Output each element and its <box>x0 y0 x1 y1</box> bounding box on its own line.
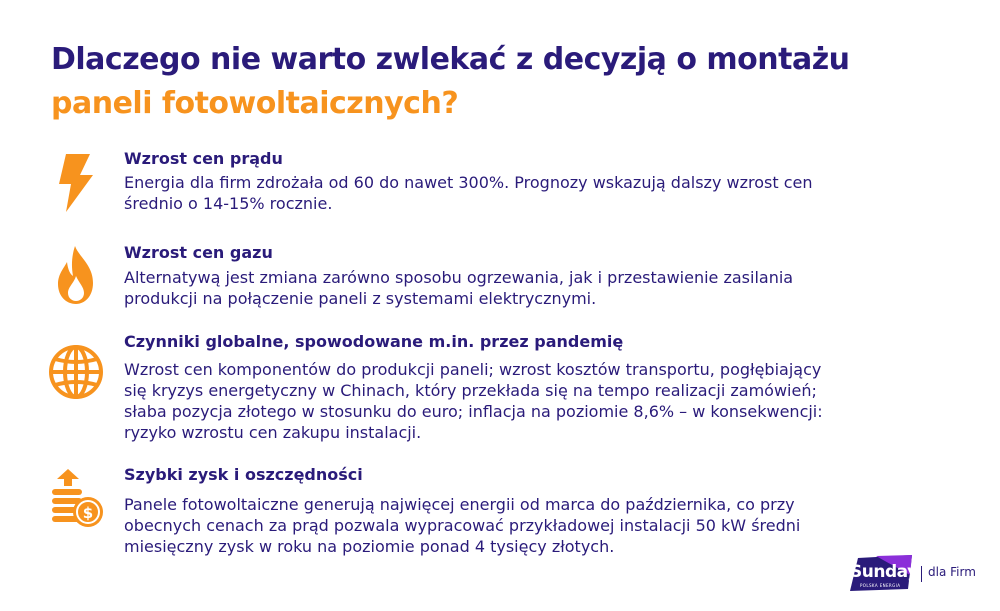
svg-text:$: $ <box>82 504 94 522</box>
globe-icon <box>46 340 106 404</box>
logo-wordmark: Sunday <box>850 562 918 582</box>
section-body <box>124 494 964 557</box>
body-line: się kryzys energetyczny w Chinach, który przekłada się na tempo realizacji zamówień; <box>124 381 817 400</box>
coins-arrow-icon <box>46 467 106 531</box>
section-heading: Wzrost cen prądu <box>124 149 283 168</box>
body-line: produkcji na połączenie paneli z systemami elektrycznymi. <box>124 289 597 308</box>
section-body <box>124 172 964 214</box>
title-line-2: paneli fotowoltaicznych? <box>51 86 459 121</box>
page-title <box>51 38 971 126</box>
logo-divider <box>921 566 922 582</box>
body-line: Wzrost cen komponentów do produkcji paneli; wzrost kosztów transportu, pogłębiający <box>124 360 822 379</box>
brand-logo <box>846 555 986 595</box>
section-body <box>124 359 964 443</box>
body-line: Panele fotowoltaiczne generują najwięcej energii od marca do października, co przy <box>124 495 795 514</box>
lightning-icon <box>46 150 106 214</box>
body-line: Alternatywą jest zmiana zarówno sposobu ogrzewania, jak i przestawienie zasilania <box>124 268 794 287</box>
body-line: średnio o 14-15% rocznie. <box>124 194 333 213</box>
logo-subtitle: POLSKA ENERGIA <box>860 583 901 588</box>
logo-tagline: dla Firm <box>928 565 976 579</box>
body-line: obecnych cenach za prąd pozwala wypracować przykładowej instalacji 50 kW średni <box>124 516 801 535</box>
section-heading: Wzrost cen gazu <box>124 243 273 262</box>
body-line: miesięczny zysk w roku na poziomie ponad 4 tysięcy złotych. <box>124 537 615 556</box>
section-body <box>124 267 964 309</box>
flame-icon <box>46 243 106 307</box>
section-heading: Czynniki globalne, spowodowane m.in. przez pandemię <box>124 332 624 351</box>
body-line: słaba pozycja złotego w stosunku do euro; inflacja na poziomie 8,6% – w konsekwencji: <box>124 402 823 421</box>
title-line-1: Dlaczego nie warto zwlekać z decyzją o montażu <box>51 42 850 77</box>
body-line: Energia dla firm zdrożała od 60 do nawet 300%. Prognozy wskazują dalszy wzrost cen <box>124 173 813 192</box>
section-heading: Szybki zysk i oszczędności <box>124 465 363 484</box>
body-line: ryzyko wzrostu cen zakupu instalacji. <box>124 423 422 442</box>
